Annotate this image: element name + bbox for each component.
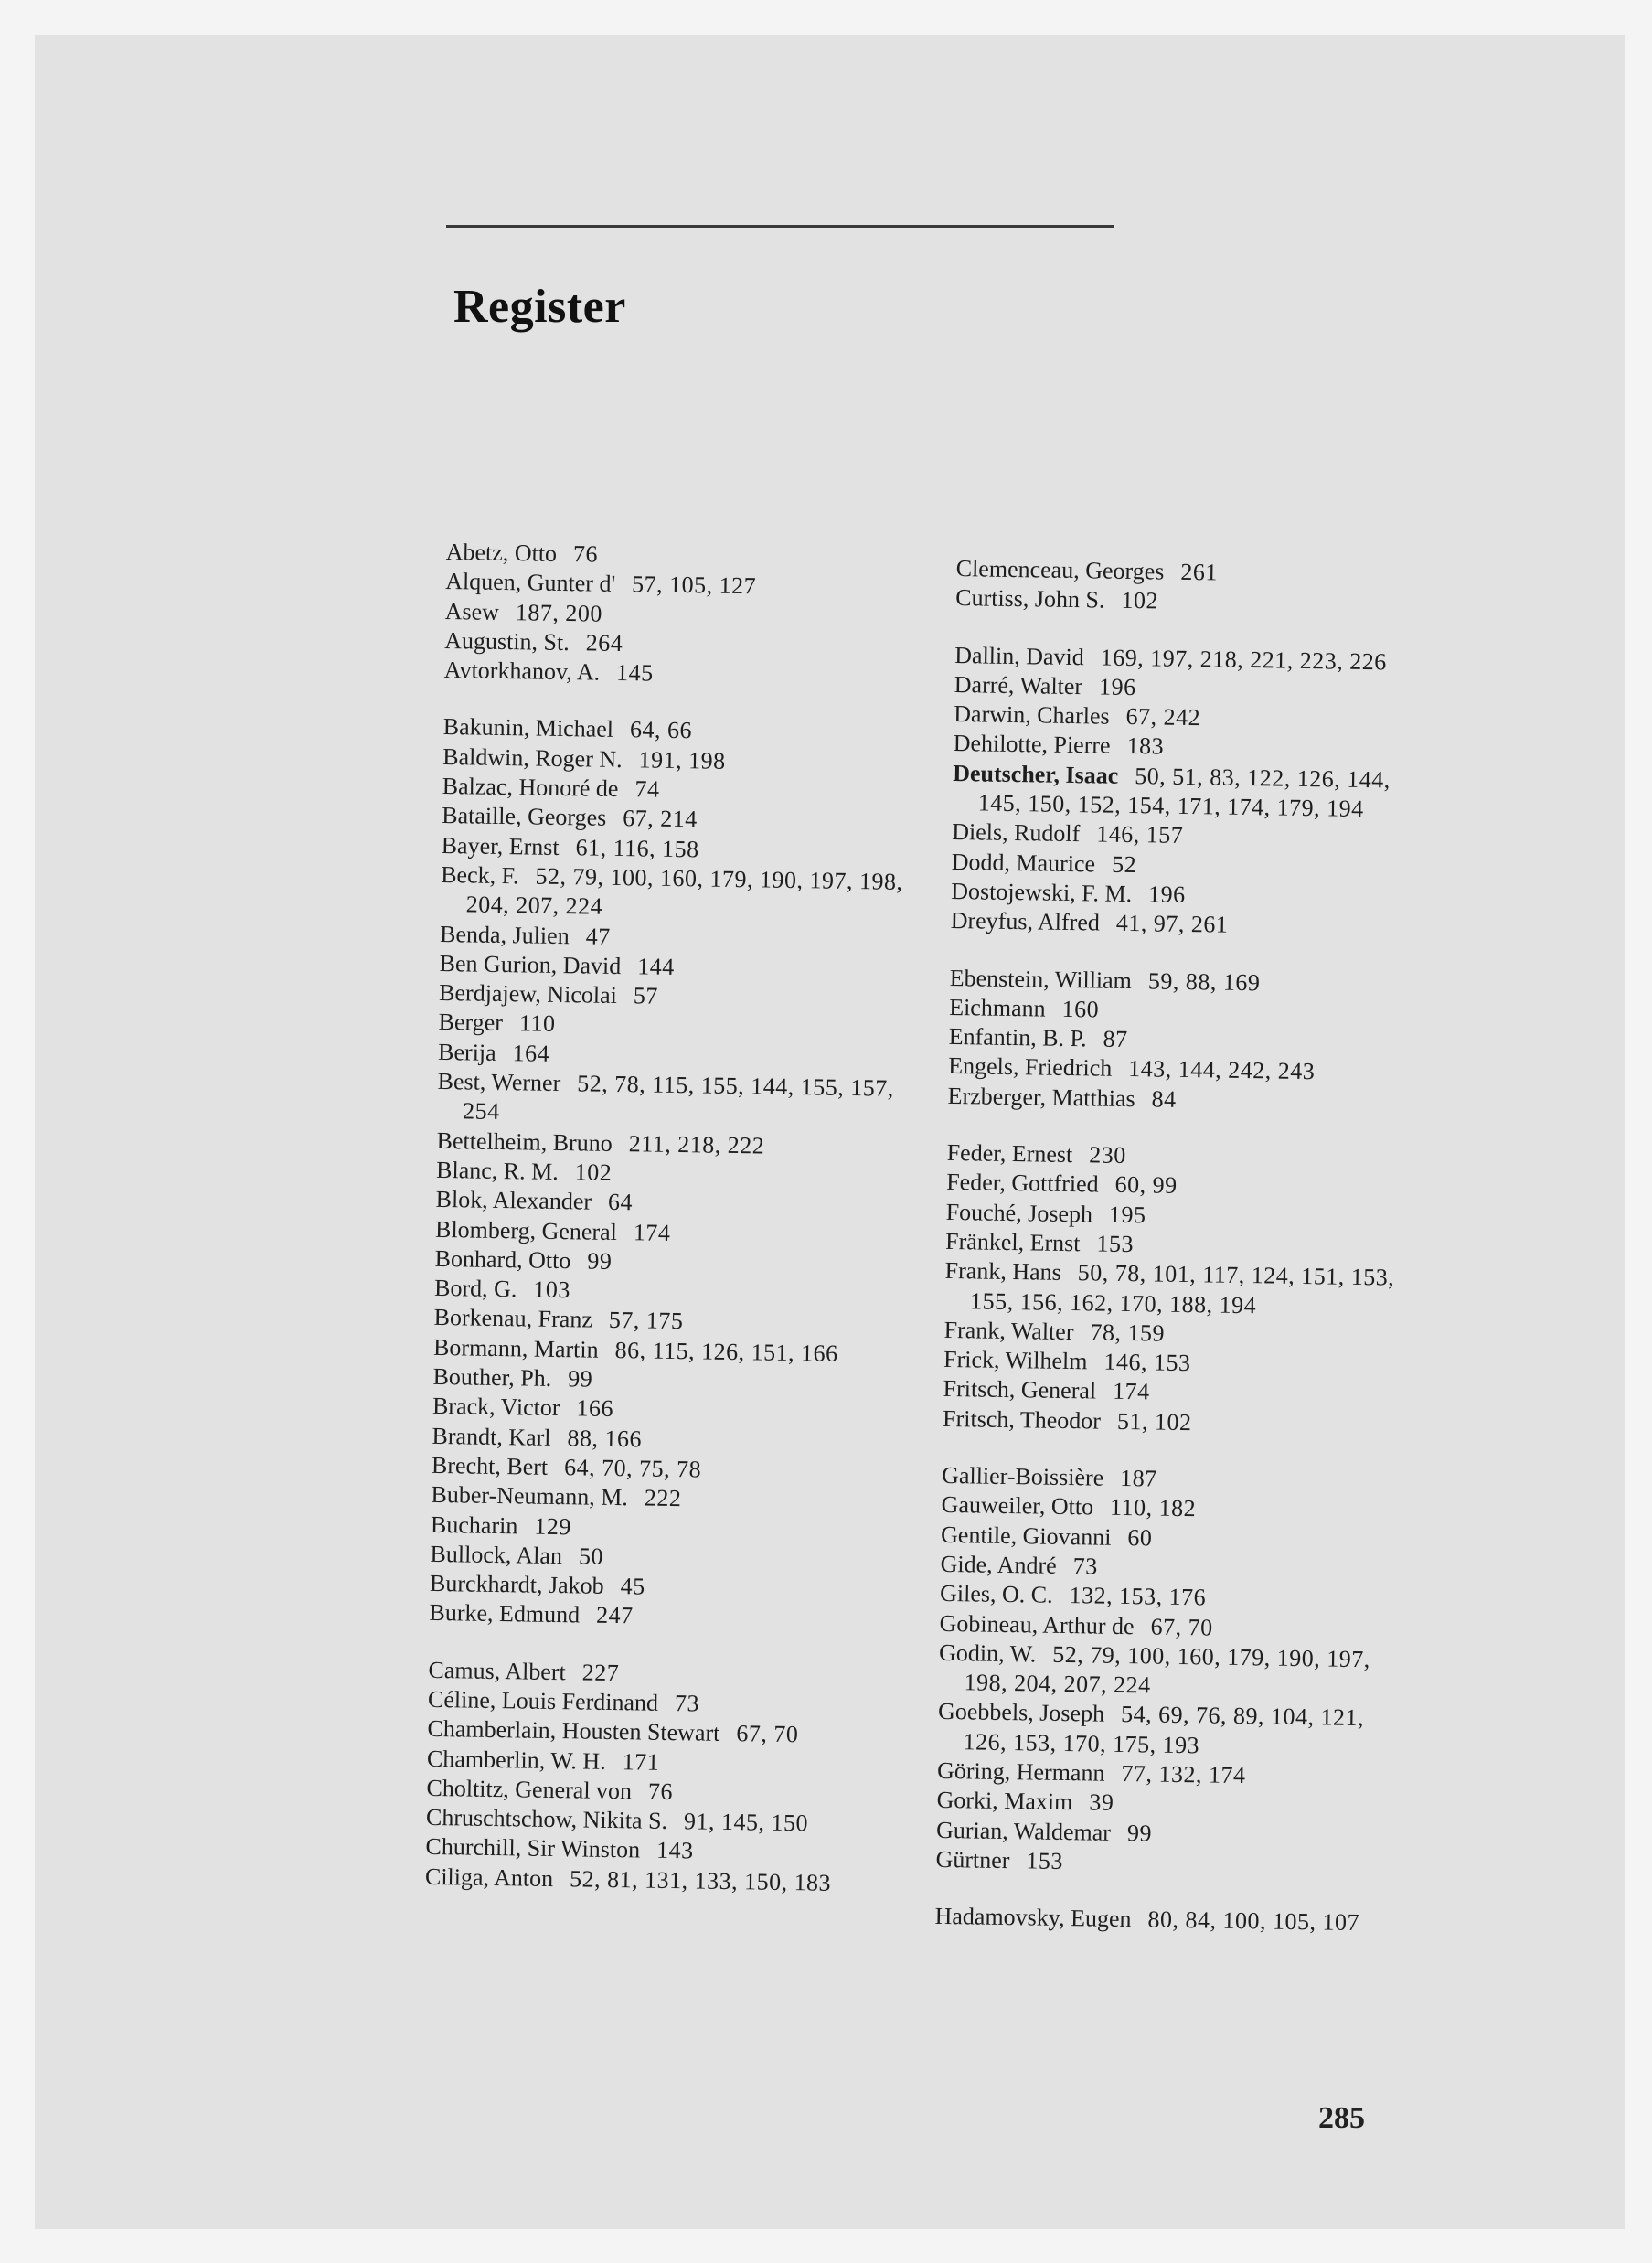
entry-name: Dallin, David [954, 641, 1085, 670]
entry-pages: 64, 66 [629, 716, 693, 744]
index-column-right [934, 554, 1432, 1938]
entry-pages: 80, 84, 100, 105, 107 [1147, 1905, 1360, 1937]
entry-pages: 145 [615, 659, 654, 687]
entry-name: Goebbels, Joseph [937, 1698, 1105, 1728]
entry-pages: 143 [655, 1837, 694, 1864]
entry-pages: 169, 197, 218, 221, 223, 226 [1100, 644, 1387, 676]
entry-pages: 57, 175 [608, 1307, 684, 1335]
entry-name: Balzac, Honoré de [442, 773, 619, 803]
entry-pages: 211, 218, 222 [628, 1129, 765, 1159]
entry-pages: 54, 69, 76, 89, 104, 121, 126, 153, 170, 175, 193 [963, 1701, 1365, 1759]
entry-pages: 261 [1180, 558, 1219, 586]
entry-name: Borkenau, Franz [433, 1304, 593, 1334]
entry-name: Bormann, Martin [432, 1333, 599, 1363]
entry-name: Berija [437, 1038, 496, 1066]
index-entry [952, 759, 1428, 826]
entry-name: Berger [438, 1009, 504, 1037]
entry-name: Gobineau, Arthur de [939, 1609, 1135, 1639]
entry-pages: 50, 78, 101, 117, 124, 151, 153, 155, 156, 162, 170, 188, 194 [969, 1259, 1395, 1318]
entry-pages: 52, 79, 100, 160, 179, 190, 197, 198, 204, 207, 224 [465, 862, 903, 921]
entry-name: Alquen, Gunter d' [445, 568, 616, 598]
entry-name: Bord, G. [433, 1275, 517, 1303]
entry-name: Dreyfus, Alfred [950, 907, 1101, 936]
entry-name: Gide, André [940, 1550, 1057, 1579]
entry-pages: 87 [1103, 1025, 1128, 1053]
index-entry [934, 1902, 1410, 1938]
entry-pages: 222 [644, 1484, 682, 1512]
book-page [35, 35, 1625, 2229]
page-number: 285 [1318, 2101, 1365, 2135]
entry-pages: 110, 182 [1109, 1494, 1197, 1522]
entry-name: Godin, W. [938, 1639, 1037, 1668]
entry-name: Göring, Hermann [936, 1756, 1105, 1787]
entry-name: Darré, Walter [954, 670, 1083, 700]
entry-pages: 77, 132, 174 [1121, 1759, 1246, 1789]
entry-pages: 144 [637, 953, 675, 980]
entry-name: Darwin, Charles [954, 700, 1110, 730]
entry-name: Fränkel, Ernst [944, 1227, 1081, 1257]
entry-pages: 39 [1089, 1788, 1114, 1817]
entry-pages: 174 [633, 1218, 671, 1246]
entry-name: Chruschtschow, Nikita S. [425, 1804, 668, 1835]
entry-name: Frank, Walter [943, 1316, 1074, 1345]
entry-name: Benda, Julien [439, 920, 570, 949]
entry-name: Diels, Rudolf [951, 818, 1081, 848]
entry-pages: 102 [1121, 587, 1159, 614]
entry-name: Choltitz, General von [426, 1774, 633, 1805]
entry-name: Augustin, St. [444, 626, 570, 656]
entry-pages: 196 [1098, 673, 1136, 700]
entry-name: Gentile, Giovanni [940, 1521, 1112, 1551]
entry-name: Fouché, Joseph [945, 1198, 1093, 1228]
entry-name: Brecht, Bert [431, 1451, 549, 1480]
index-entry [437, 1067, 913, 1134]
entry-pages: 174 [1112, 1378, 1150, 1405]
header-rule [446, 225, 1114, 228]
entry-name: Frank, Hans [944, 1257, 1061, 1286]
entry-pages: 99 [568, 1365, 593, 1393]
entry-name: Bakunin, Michael [442, 713, 614, 743]
entry-name: Brandt, Karl [432, 1422, 551, 1451]
entry-name: Gauweiler, Otto [941, 1491, 1094, 1521]
entry-name: Blomberg, General [434, 1215, 618, 1245]
entry-name: Engels, Friedrich [947, 1052, 1113, 1083]
entry-pages: 52, 81, 131, 133, 150, 183 [569, 1865, 832, 1896]
entry-pages: 57 [633, 982, 659, 1009]
entry-pages: 67, 70 [736, 1720, 799, 1748]
entry-pages: 64, 70, 75, 78 [563, 1454, 702, 1483]
entry-name: Bettelheim, Bruno [436, 1126, 613, 1157]
entry-pages: 73 [674, 1690, 700, 1717]
entry-pages: 143, 144, 242, 243 [1128, 1055, 1316, 1085]
entry-name: Dostojewski, F. M. [950, 877, 1133, 908]
entry-pages: 230 [1089, 1141, 1127, 1169]
entry-name: Gallier-Boissière [941, 1461, 1104, 1491]
entry-name: Fritsch, General [943, 1375, 1097, 1404]
entry-pages: 195 [1108, 1201, 1146, 1228]
entry-name: Avtorkhanov, A. [443, 656, 601, 686]
entry-pages: 153 [1026, 1847, 1064, 1874]
entry-name: Best, Werner [437, 1067, 561, 1097]
entry-pages: 191, 198 [638, 746, 726, 774]
entry-pages: 91, 145, 150 [683, 1808, 809, 1837]
entry-name: Bucharin [430, 1510, 518, 1539]
entry-pages: 51, 102 [1116, 1407, 1192, 1436]
entry-name: Gorki, Maxim [936, 1787, 1073, 1816]
entry-name: Burke, Edmund [429, 1599, 581, 1628]
entry-pages: 110 [518, 1009, 556, 1038]
entry-name: Berdjajew, Nicolai [438, 979, 618, 1009]
entry-pages: 103 [533, 1276, 571, 1304]
entry-name: Feder, Ernest [946, 1138, 1073, 1169]
entry-name: Enfantin, B. P. [948, 1023, 1087, 1052]
entry-pages: 146, 153 [1103, 1348, 1191, 1377]
entry-pages: 187 [1120, 1464, 1157, 1492]
entry-pages: 99 [1126, 1819, 1153, 1847]
entry-pages: 45 [620, 1573, 645, 1600]
entry-pages: 52, 78, 115, 155, 144, 155, 157, 254 [462, 1070, 894, 1126]
entry-pages: 60, 99 [1114, 1171, 1178, 1200]
index-entry [944, 1256, 1421, 1323]
entry-pages: 129 [534, 1512, 572, 1540]
entry-name: Baldwin, Roger N. [442, 742, 623, 773]
index-entry [425, 1863, 901, 1899]
entry-name: Dehilotte, Pierre [953, 730, 1111, 760]
entry-pages: 99 [587, 1247, 613, 1275]
entry-name: Asew [444, 597, 500, 625]
entry-pages: 102 [574, 1158, 613, 1186]
index-entry [937, 1697, 1413, 1764]
entry-pages: 64 [607, 1189, 634, 1216]
entry-name: Blanc, R. M. [435, 1156, 559, 1185]
entry-name: Fritsch, Theodor [942, 1404, 1102, 1435]
entry-name: Beck, F. [440, 860, 519, 890]
entry-name: Bonhard, Otto [434, 1244, 571, 1275]
entry-pages: 132, 153, 176 [1069, 1582, 1207, 1611]
page-title: Register [453, 281, 626, 333]
entry-pages: 247 [595, 1602, 634, 1629]
entry-name: Bullock, Alan [430, 1540, 563, 1569]
entry-name: Bataille, Georges [441, 802, 607, 832]
entry-name: Giles, O. C. [939, 1580, 1053, 1609]
entry-name: Camus, Albert [428, 1656, 566, 1685]
entry-pages: 47 [585, 923, 611, 950]
entry-pages: 171 [622, 1747, 660, 1776]
entry-pages: 67, 70 [1150, 1612, 1213, 1641]
entry-pages: 76 [647, 1777, 674, 1805]
entry-pages: 166 [576, 1394, 614, 1423]
entry-pages: 76 [572, 540, 599, 568]
entry-name: Burckhardt, Jakob [429, 1569, 604, 1599]
entry-pages: 227 [581, 1659, 620, 1686]
entry-pages: 60 [1127, 1523, 1153, 1552]
entry-pages: 50 [578, 1542, 604, 1570]
entry-pages: 52, 79, 100, 160, 179, 190, 197, 198, 204, 207, 224 [964, 1640, 1370, 1699]
entry-name: Bayer, Ernst [441, 831, 560, 860]
entry-pages: 86, 115, 126, 151, 166 [614, 1336, 838, 1367]
index-entry [938, 1639, 1414, 1705]
entry-name: Ciliga, Anton [424, 1863, 554, 1892]
entry-name: Buber-Neumann, M. [431, 1481, 629, 1511]
entry-name: Feder, Gottfried [945, 1169, 1099, 1198]
entry-pages: 264 [585, 629, 623, 656]
entry-pages: 59, 88, 169 [1147, 966, 1261, 996]
entry-pages: 164 [512, 1039, 550, 1067]
entry-name: Abetz, Otto [445, 538, 558, 567]
entry-pages: 73 [1072, 1553, 1098, 1580]
entry-name: Churchill, Sir Winston [425, 1833, 641, 1863]
index-entry [440, 860, 916, 927]
entry-name: Bouther, Ph. [432, 1362, 552, 1392]
entry-name: Ben Gurion, David [439, 949, 622, 979]
entry-pages: 67, 242 [1125, 703, 1201, 731]
entry-pages: 52 [1111, 850, 1137, 878]
entry-pages: 196 [1147, 881, 1186, 908]
entry-name: Chamberlin, W. H. [426, 1745, 606, 1775]
entry-name: Gurian, Waldemar [935, 1816, 1112, 1846]
entry-name: Clemenceau, Georges [955, 554, 1165, 585]
entry-name: Deutscher, Isaac [953, 759, 1119, 789]
entry-pages: 67, 214 [623, 805, 698, 833]
entry-name: Céline, Louis Ferdinand [427, 1685, 659, 1716]
entry-pages: 50, 51, 83, 122, 126, 144, 145, 150, 152, 154, 171, 174, 179, 194 [977, 762, 1391, 823]
entry-name: Eichmann [948, 993, 1046, 1022]
entry-name: Erzberger, Matthias [947, 1082, 1135, 1112]
entry-name: Brack, Victor [432, 1393, 560, 1422]
entry-pages: 78, 159 [1090, 1318, 1166, 1347]
entry-name: Ebenstein, William [949, 964, 1133, 994]
entry-name: Chamberlain, Housten Stewart [427, 1715, 720, 1747]
entry-name: Dodd, Maurice [951, 848, 1096, 878]
entry-name: Hadamovsky, Eugen [934, 1902, 1132, 1933]
entry-pages: 153 [1096, 1230, 1135, 1258]
index-column-left [425, 538, 922, 1899]
entry-pages: 160 [1061, 995, 1100, 1023]
entry-pages: 88, 166 [567, 1424, 643, 1453]
entry-name: Gürtner [935, 1845, 1010, 1873]
entry-pages: 41, 97, 261 [1115, 910, 1229, 938]
entry-pages: 57, 105, 127 [631, 571, 757, 600]
entry-pages: 61, 116, 158 [575, 833, 699, 863]
entry-pages: 84 [1151, 1085, 1177, 1113]
entry-pages: 183 [1126, 732, 1165, 761]
entry-name: Blok, Alexander [435, 1186, 592, 1215]
entry-pages: 146, 157 [1096, 820, 1184, 849]
entry-pages: 187, 200 [515, 598, 603, 627]
entry-name: Curtiss, John S. [955, 584, 1105, 614]
entry-name: Frick, Wilhelm [943, 1346, 1088, 1375]
entry-pages: 74 [634, 775, 660, 803]
